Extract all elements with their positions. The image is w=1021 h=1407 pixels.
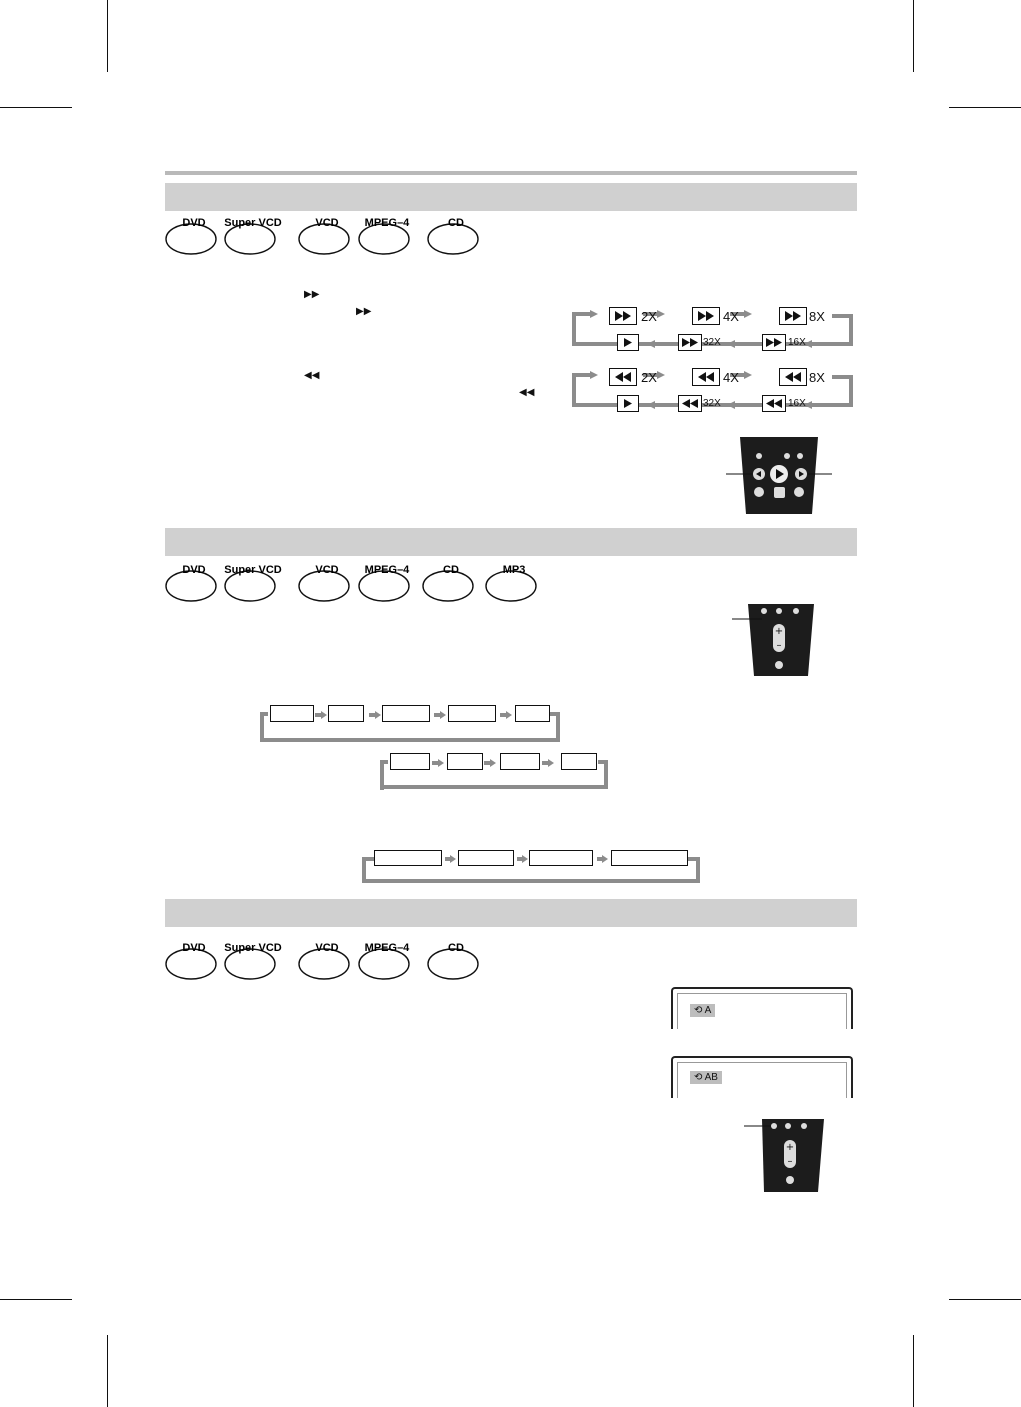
fast-reverse-icon [762,395,786,412]
disc-label: MPEG–4 [364,564,410,576]
cycle-item [447,753,483,770]
disc-badge [165,564,215,600]
fast-forward-icon: ▶▶ [356,306,372,317]
speed-label: 16X [788,398,806,409]
crop-mark [913,0,914,72]
crop-mark [949,1299,1021,1300]
repeat-a-label: A [704,1005,712,1016]
disc-badge [224,942,282,978]
speed-label: 16X [788,337,806,348]
disc-badge [422,564,472,600]
speed-label: 8X [809,370,825,385]
cycle-item [529,850,593,866]
cycle-item [561,753,597,770]
disc-badge [358,217,408,253]
disc-label: Super VCD [224,217,282,229]
repeat-ab-label: AB [704,1072,718,1083]
section-bar-1 [165,183,857,211]
speed-label: 2X [641,309,657,324]
section-bar-2 [165,528,857,556]
cycle-item [448,705,496,722]
crop-mark [913,1335,914,1407]
speed-label: 4X [723,309,739,324]
disc-label: CD [443,564,459,576]
disc-label: DVD [182,942,206,954]
fast-forward-icon: ▶▶ [304,289,320,300]
fast-reverse-icon: ◀◀ [304,370,320,381]
fast-forward-icon [692,307,720,325]
crop-mark [949,107,1021,108]
section-bar-3 [165,899,857,927]
disc-badge [358,564,408,600]
fast-reverse-icon [678,395,702,412]
disc-badge [165,217,215,253]
fast-forward-icon [762,334,786,351]
remote-control-repeat-illustration [744,1118,826,1194]
crop-mark [0,1299,72,1300]
disc-label: MP3 [502,564,526,576]
disc-label: DVD [182,217,206,229]
svg-text:–: – [776,640,782,651]
svg-text:+: + [785,1142,795,1153]
header-rule [165,171,857,175]
disc-label: CD [448,217,464,229]
cycle-item [328,705,364,722]
repeat-icon: ⟲ [694,1005,703,1016]
speed-label: 2X [641,370,657,385]
play-icon [617,334,639,351]
disc-label: VCD [315,942,339,954]
disc-badge [358,942,408,978]
fast-forward-icon [779,307,807,325]
disc-label: DVD [182,564,206,576]
fast-reverse-icon [609,368,637,386]
disc-label: VCD [315,217,339,229]
disc-label: Super VCD [224,564,282,576]
disc-badge [298,217,348,253]
fast-forward-icon [678,334,702,351]
disc-badge [298,942,348,978]
cycle-item [500,753,540,770]
crop-mark [0,107,72,108]
speed-label: 32X [703,398,721,409]
repeat-ab-indicator [690,1071,722,1084]
speed-label: 8X [809,309,825,324]
cycle-item [374,850,442,866]
crop-mark [107,1335,108,1407]
disc-badge [485,564,535,600]
remote-control-volume-illustration [732,603,818,679]
svg-text:+: + [774,626,784,637]
cycle-item [458,850,514,866]
disc-label: MPEG–4 [364,942,410,954]
play-icon [617,395,639,412]
disc-label: VCD [315,564,339,576]
osd-screen-a [671,987,853,1029]
fast-reverse-icon [692,368,720,386]
svg-text:–: – [787,1156,793,1167]
disc-label: CD [448,942,464,954]
crop-mark [107,0,108,72]
disc-badge [165,942,215,978]
disc-badge [224,217,282,253]
cycle-item [611,850,688,866]
disc-badge [224,564,282,600]
fast-reverse-icon: ◀◀ [519,387,535,398]
fast-reverse-icon [779,368,807,386]
cycle-item [270,705,314,722]
disc-badge [298,564,348,600]
osd-screen-ab [671,1056,853,1098]
cycle-item [515,705,550,722]
remote-control-transport-illustration [726,436,836,516]
disc-badge [427,942,477,978]
repeat-icon: ⟲ [694,1072,703,1083]
cycle-item [382,705,430,722]
disc-label: Super VCD [224,942,282,954]
repeat-a-indicator [690,1004,715,1017]
fast-forward-icon [609,307,637,325]
disc-badge [427,217,477,253]
speed-label: 32X [703,337,721,348]
cycle-item [390,753,430,770]
disc-label: MPEG–4 [364,217,410,229]
speed-label: 4X [723,370,739,385]
